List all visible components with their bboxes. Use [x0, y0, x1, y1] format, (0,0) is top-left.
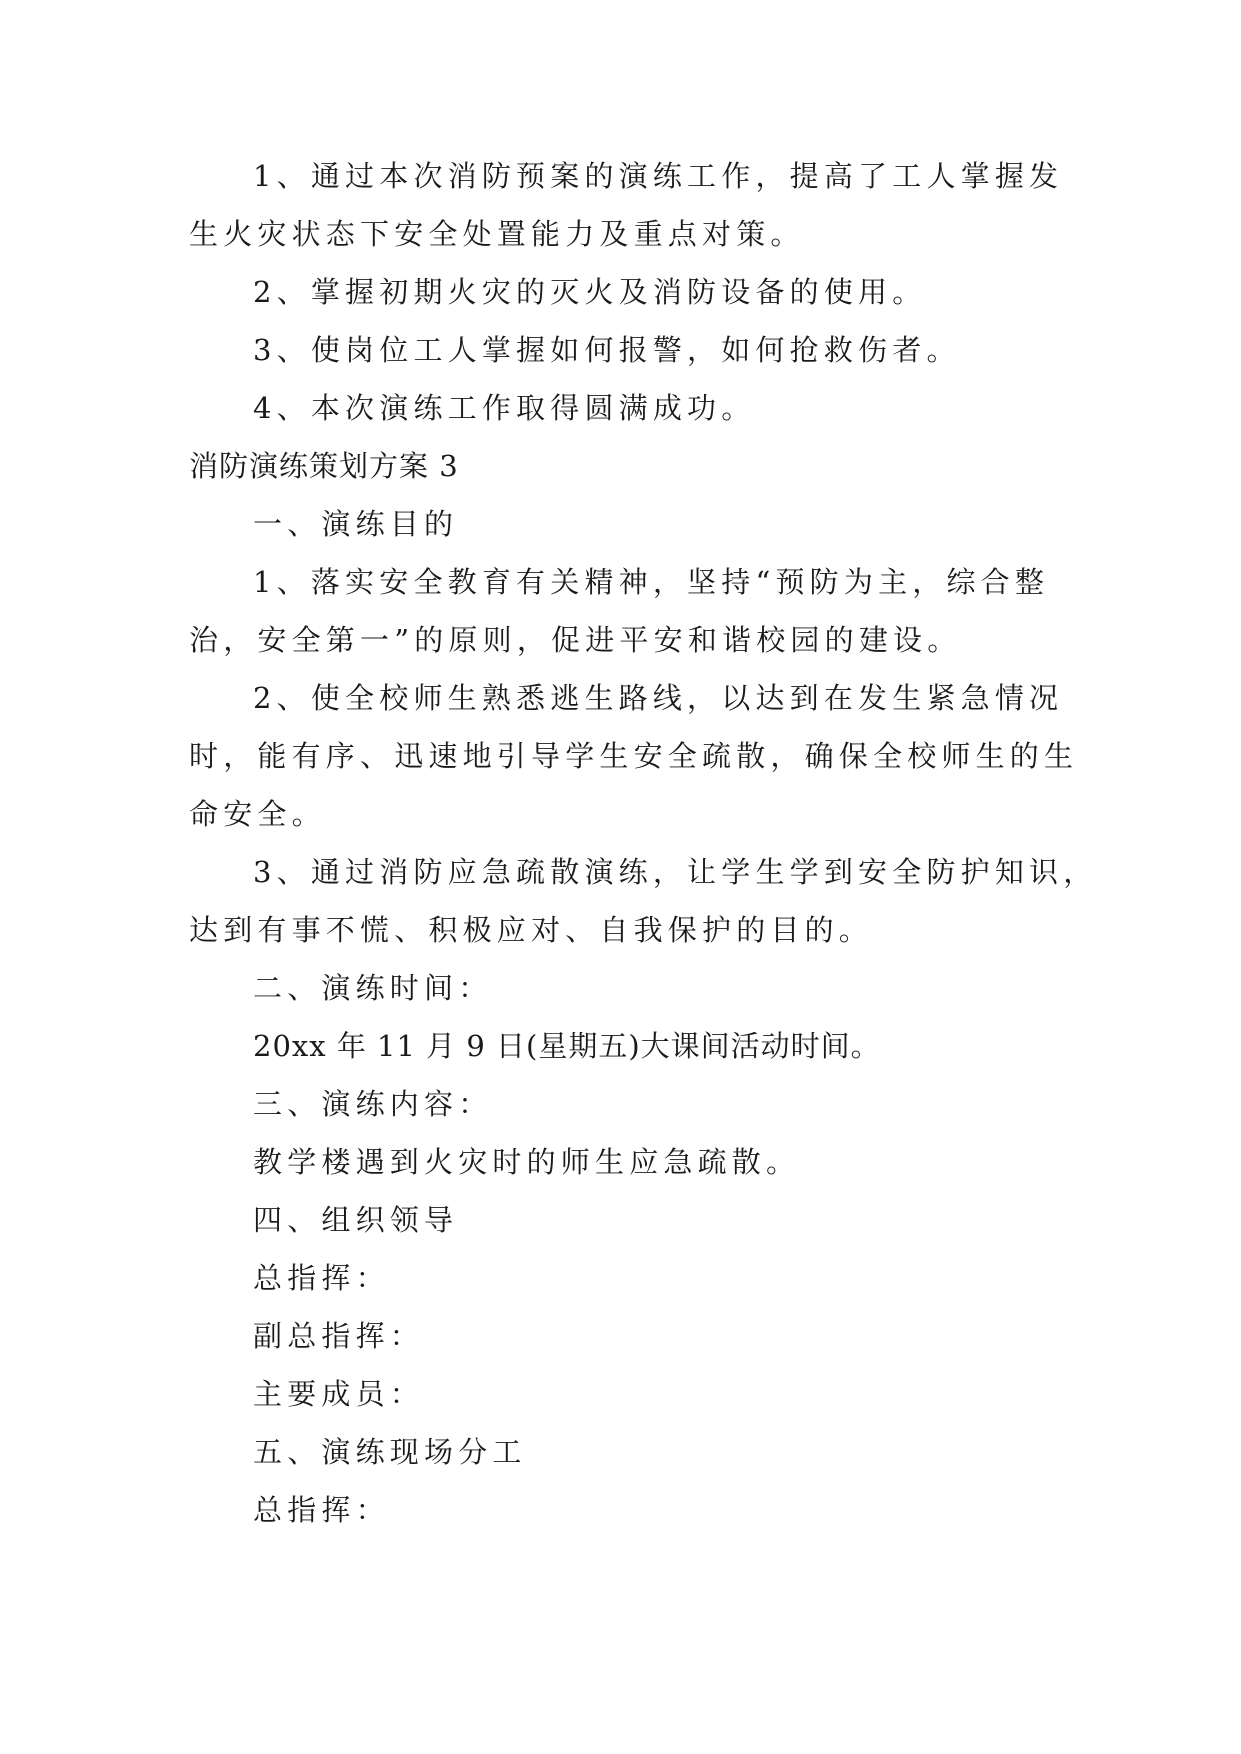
heading-line: 四、组织领导: [253, 1203, 459, 1237]
heading-line: 三、演练内容：: [253, 1087, 493, 1121]
paragraph-line: 总指挥：: [253, 1261, 390, 1295]
paragraph-line: 主要成员：: [253, 1377, 425, 1411]
paragraph-line: 2、掌握初期火灾的灭火及消防设备的使用。: [253, 275, 927, 309]
heading-line: 一、演练目的: [253, 507, 459, 541]
paragraph-line: 命安全。: [189, 797, 326, 831]
paragraph-line: 1、落实安全教育有关精神，坚持“预防为主，综合整: [253, 565, 1050, 599]
heading-line: 五、演练现场分工: [253, 1435, 527, 1469]
paragraph-line: 副总指挥：: [253, 1319, 425, 1353]
paragraph-line: 总指挥：: [253, 1493, 390, 1527]
section-title: 消防演练策划方案 3: [189, 449, 459, 483]
paragraph-line: 1、通过本次消防预案的演练工作，提高了工人掌握发: [253, 159, 1064, 193]
paragraph-line: 教学楼遇到火灾时的师生应急疏散。: [253, 1145, 801, 1179]
paragraph-line: 达到有事不慌、积极应对、自我保护的目的。: [189, 913, 874, 947]
paragraph-line: 2、使全校师生熟悉逃生路线，以达到在发生紧急情况: [253, 681, 1064, 715]
paragraph-line: 4、本次演练工作取得圆满成功。: [253, 391, 756, 425]
paragraph-line: 生火灾状态下安全处置能力及重点对策。: [189, 217, 805, 251]
heading-line: 二、演练时间：: [253, 971, 493, 1005]
paragraph-line: 3、通过消防应急疏散演练，让学生学到安全防护知识，: [253, 855, 1098, 889]
paragraph-line: 时，能有序、迅速地引导学生安全疏散，确保全校师生的生: [189, 739, 1079, 773]
paragraph-line: 治，安全第一”的原则，促进平安和谐校园的建设。: [189, 623, 962, 657]
paragraph-line: 3、使岗位工人掌握如何报警，如何抢救伤者。: [253, 333, 961, 367]
paragraph-line: 20xx 年 11 月 9 日(星期五)大课间活动时间。: [253, 1029, 881, 1063]
